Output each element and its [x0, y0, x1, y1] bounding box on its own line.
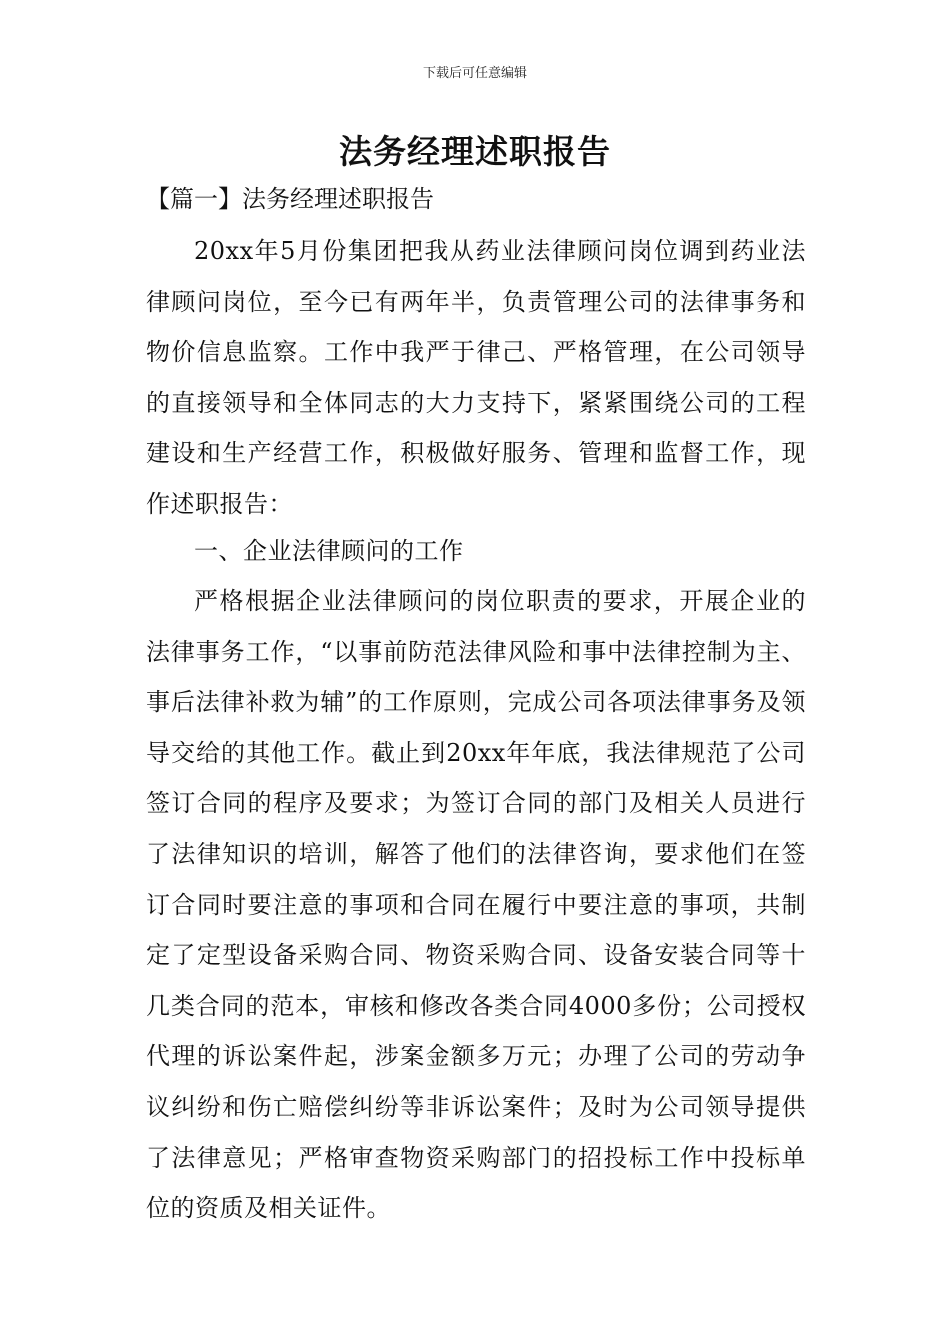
subsection-heading [146, 526, 806, 577]
body-paragraph-1 [146, 226, 806, 530]
document-title: 法务经理述职报告 [339, 132, 611, 171]
page-header-note: 下载后可任意编辑 [422, 66, 527, 81]
section-heading: 【篇一】法务经理述职报告 [146, 185, 434, 213]
paragraph-text: 20xx年5月份集团把我从药业法律顾问岗位调到药业法律顾问岗位，至今已有两年半，负责管理公司的法律事务和物价信息监察。工作中我严于律己、严格管理，在公司领导的直接领导和全体同志的大力支持下，紧紧围绕公司的工程建设和生产经营工作，积极做好服务、管理和监督工作，现作述职报告： [146, 237, 806, 518]
paragraph-text: 严格根据企业法律顾问的岗位职责的要求，开展企业的法律事务工作，“以事前防范法律风险和事中法律控制为主、事后法律补救为辅”的工作原则，完成公司各项法律事务及领导交给的其他工作。截止到20xx年年底，我法律规范了公司签订合同的程序及要求；为签订合同的部门及相关人员进行了法律知识的培训，解答了他们的法律咨询，要求他们在签订合同时要注意的事项和合同在履行中要注意的事项，共制定了定型设备采购合同、物资采购合同、设备安装合同等十几类合同的范本，审核和修改各类合同4000多份；公司授权代理的诉讼案件起，涉案金额多万元；办理了公司的劳动争议纠纷和伤亡赔偿纠纷等非诉讼案件；及时为公司领导提供了法律意见；严格审查物资采购部门的招投标工作中投标单位的资质及相关证件。 [146, 587, 806, 1223]
subsection-heading-text: 一、企业法律顾问的工作 [194, 537, 464, 565]
body-paragraph-2 [146, 576, 806, 1234]
